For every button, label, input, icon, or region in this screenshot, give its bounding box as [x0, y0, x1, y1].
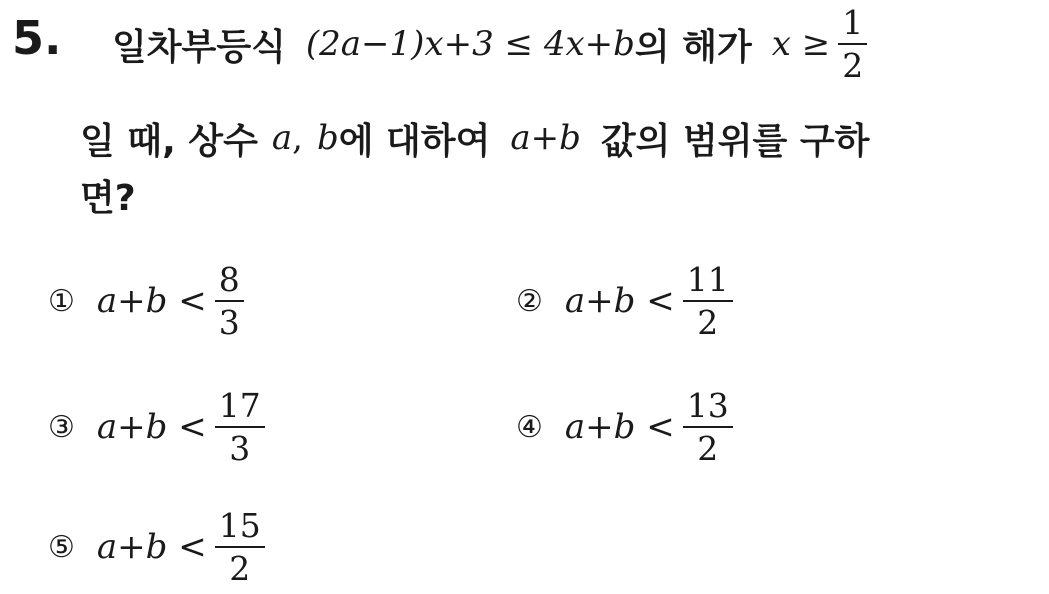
choice-5[interactable] — [48, 502, 265, 592]
choice-fraction — [683, 261, 733, 342]
question-text-end: 면? — [80, 177, 136, 219]
question-line-1 — [112, 4, 867, 84]
fraction-denominator: 2 — [697, 302, 719, 342]
fraction-numerator: 13 — [686, 385, 729, 425]
fraction-numerator: 1 — [842, 2, 864, 42]
choice-marker: ④ — [516, 409, 543, 445]
fraction-denominator: 2 — [842, 45, 864, 85]
inequality-expression: (2a−1)x+3 ≤ 4x+b — [305, 24, 635, 64]
choice-expression: a+b < — [564, 407, 675, 447]
fraction-bar — [683, 300, 733, 302]
fraction-denominator: 3 — [229, 428, 251, 468]
question-text-solution: 의 해가 — [634, 26, 752, 68]
sum-expression: a+b — [510, 118, 581, 158]
choice-4[interactable] — [516, 382, 733, 472]
fraction-bar — [683, 426, 733, 428]
fraction-bar — [838, 43, 867, 45]
question-line-2 — [80, 110, 869, 166]
choice-1[interactable] — [48, 256, 244, 346]
question-text-constants: 일 때, 상수 — [80, 120, 258, 162]
choice-fraction — [215, 507, 265, 588]
choice-3[interactable] — [48, 382, 265, 472]
fraction-bar — [215, 546, 265, 548]
fraction-denominator: 3 — [218, 302, 240, 342]
choice-expression: a+b < — [96, 527, 207, 567]
choice-expression: a+b < — [96, 281, 207, 321]
question-text-intro: 일차부등식 — [112, 26, 286, 68]
fraction-denominator: 2 — [697, 428, 719, 468]
fraction-denominator: 2 — [229, 548, 251, 588]
fraction-numerator: 8 — [218, 259, 240, 299]
choice-fraction — [683, 387, 733, 468]
comma: , — [292, 118, 303, 158]
choice-marker: ⑤ — [48, 529, 75, 565]
question-text-regarding: 에 대하여 — [338, 120, 491, 162]
fraction-numerator: 15 — [218, 505, 261, 545]
choice-marker: ② — [516, 283, 543, 319]
question-number: 5. — [12, 11, 62, 65]
variable-a: a — [271, 118, 293, 158]
fraction-numerator: 17 — [218, 385, 261, 425]
choice-fraction — [215, 387, 265, 468]
choice-expression: a+b < — [564, 281, 675, 321]
choice-2[interactable] — [516, 256, 733, 346]
solution-fraction — [838, 4, 867, 85]
choice-marker: ③ — [48, 409, 75, 445]
choice-marker: ① — [48, 283, 75, 319]
question-line-3 — [80, 170, 136, 220]
variable-b: b — [316, 118, 339, 158]
solution-expression: x ≥ — [771, 24, 831, 64]
choice-fraction — [215, 261, 244, 342]
fraction-numerator: 11 — [686, 259, 729, 299]
choice-expression: a+b < — [96, 407, 207, 447]
question-text-range: 값의 범위를 구하 — [600, 120, 870, 162]
fraction-bar — [215, 300, 244, 302]
fraction-bar — [215, 426, 265, 428]
